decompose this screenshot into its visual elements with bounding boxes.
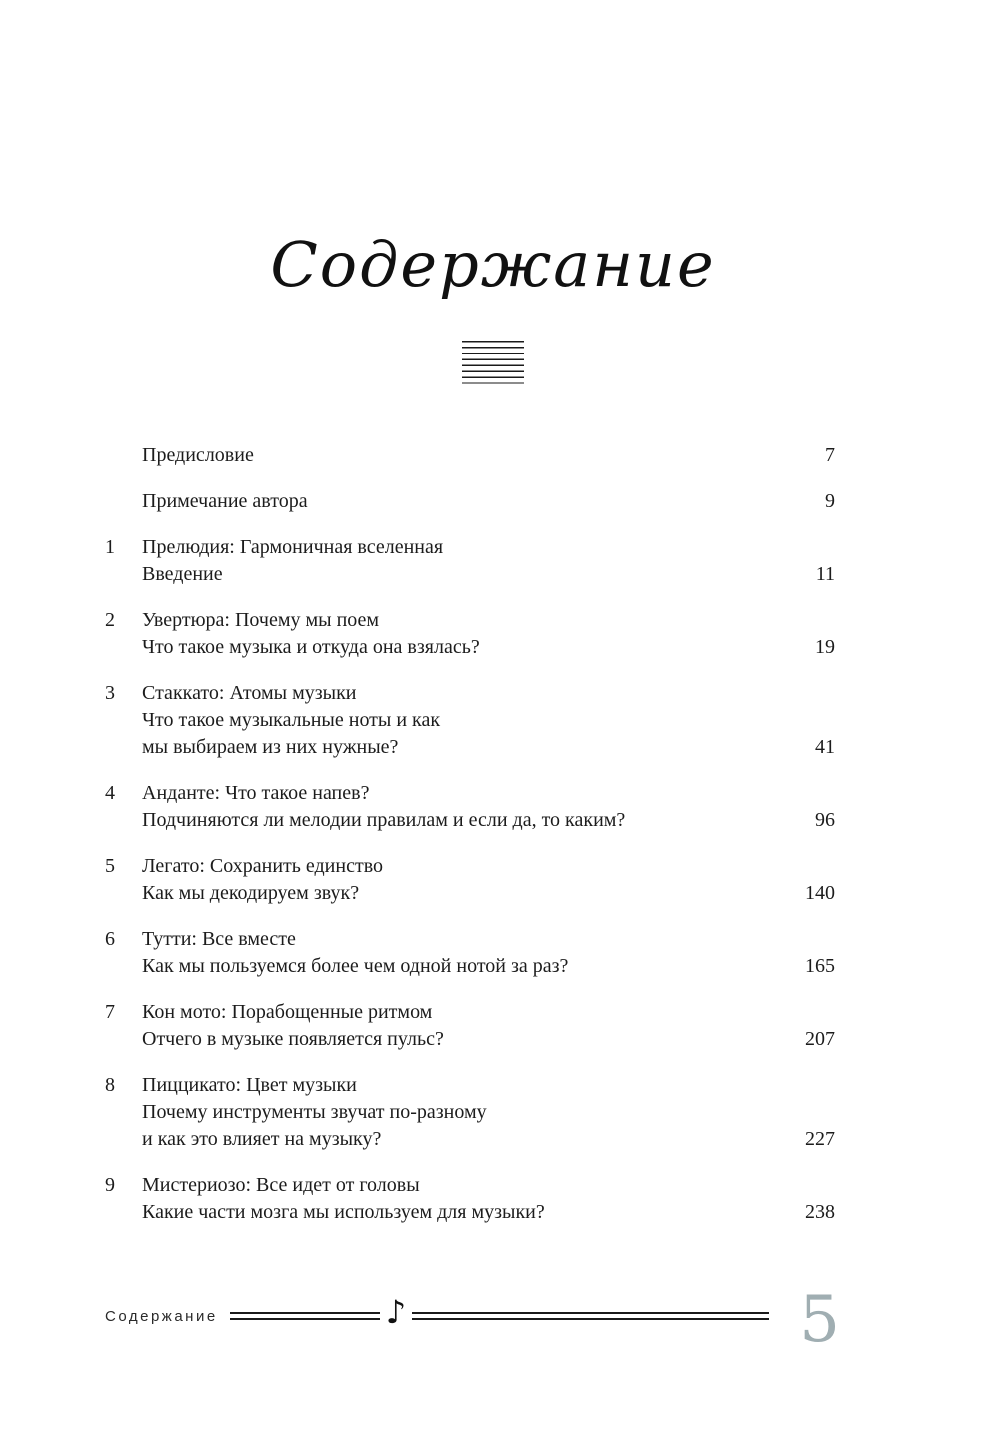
toc-entry-line: Отчего в музыке появляется пульс? (142, 1028, 444, 1050)
footer-rule-right (412, 1312, 769, 1320)
toc-entry-line: Как мы пользуемся более чем одной нотой за раз? (142, 955, 569, 977)
toc-entry-page: 238 (805, 1201, 835, 1223)
toc-entry-text (142, 488, 787, 515)
toc-entry (105, 442, 835, 469)
footer-page-number: 5 (799, 1283, 840, 1357)
toc-entry (105, 780, 835, 834)
toc-entry-line: Как мы декодируем звук? (142, 882, 360, 904)
toc-entry-page: 207 (805, 1028, 835, 1050)
toc-entry-line: Тутти: Все вместе (142, 928, 296, 950)
toc-entry (105, 853, 835, 907)
toc-entry-number: 6 (105, 928, 115, 950)
toc-entry-number: 2 (105, 609, 115, 631)
toc-entry-page: 96 (815, 809, 835, 831)
toc-entry-number (105, 488, 142, 515)
toc-entry-page: 9 (825, 490, 835, 512)
toc-entry-page: 7 (825, 444, 835, 466)
toc-entry-line: мы выбираем из них нужные? (142, 736, 399, 758)
toc-entry-page: 19 (815, 636, 835, 658)
toc-entry-number: 8 (105, 1074, 115, 1096)
toc-entry (105, 926, 835, 980)
toc-entry-text (142, 442, 787, 469)
eighth-note-icon: ♪ (385, 1293, 407, 1331)
footer-rule-left (230, 1312, 380, 1320)
toc-entry-number: 3 (105, 682, 115, 704)
toc-entry-number: 7 (105, 1001, 115, 1023)
toc-entry-page: 140 (805, 882, 835, 904)
toc-entry-line: Примечание автора (142, 490, 308, 512)
toc-entry-line: Легато: Сохранить единство (142, 855, 384, 877)
toc-entry (105, 607, 835, 661)
toc-entry (105, 534, 835, 588)
toc-entry-number (105, 442, 142, 469)
toc-entry-text (142, 534, 787, 588)
page-title: Содержание (270, 228, 716, 301)
footer-section-label: Содержание (105, 1307, 218, 1325)
toc-entry-line: Какие части мозга мы используем для музыки? (142, 1201, 545, 1223)
toc-entry-line: Мистериозо: Все идет от головы (142, 1174, 420, 1196)
toc-entry-text (142, 1072, 787, 1153)
toc-entry (105, 680, 835, 761)
toc-entry-page: 165 (805, 955, 835, 977)
toc-entry-text (142, 780, 787, 834)
toc-entry-line: Предисловие (142, 444, 254, 466)
toc-entry-line: Анданте: Что такое напев? (142, 782, 370, 804)
toc-entry-number: 4 (105, 782, 115, 804)
toc-entry-page: 41 (815, 736, 835, 758)
toc-entry-number: 1 (105, 536, 115, 558)
toc-entry-text (142, 853, 787, 907)
table-of-contents (0, 442, 986, 1226)
toc-entry (105, 1172, 835, 1226)
toc-entry-number: 5 (105, 855, 115, 877)
toc-entry-line: Прелюдия: Гармоничная вселенная (142, 536, 444, 558)
toc-entry-number: 9 (105, 1174, 115, 1196)
toc-entry-text (142, 680, 787, 761)
toc-entry (105, 488, 835, 515)
toc-entry-line: Пиццикато: Цвет музыки (142, 1074, 357, 1096)
toc-entry-line: и как это влияет на музыку? (142, 1128, 382, 1150)
toc-entry (105, 1072, 835, 1153)
toc-entry-line: Увертюра: Почему мы поем (142, 609, 380, 631)
toc-entry-line: Что такое музыкальные ноты и как (142, 709, 441, 731)
toc-entry (105, 999, 835, 1053)
toc-entry-line: Кон мото: Порабощенные ритмом (142, 1001, 433, 1023)
toc-entry-page: 227 (805, 1128, 835, 1150)
toc-entry-text (142, 926, 787, 980)
toc-entry-text (142, 999, 787, 1053)
toc-entry-line: Введение (142, 563, 223, 585)
staff-lines-ornament (462, 341, 524, 388)
toc-entry-page: 11 (815, 563, 835, 585)
toc-entry-line: Почему инструменты звучат по-разному (142, 1101, 487, 1123)
toc-entry-line: Что такое музыка и откуда она взялась? (142, 636, 480, 658)
toc-entry-line: Стаккато: Атомы музыки (142, 682, 357, 704)
toc-entry-text (142, 607, 787, 661)
page-footer (105, 1283, 840, 1357)
toc-entry-text (142, 1172, 787, 1226)
toc-entry-line: Подчиняются ли мелодии правилам и если да, то каким? (142, 809, 626, 831)
